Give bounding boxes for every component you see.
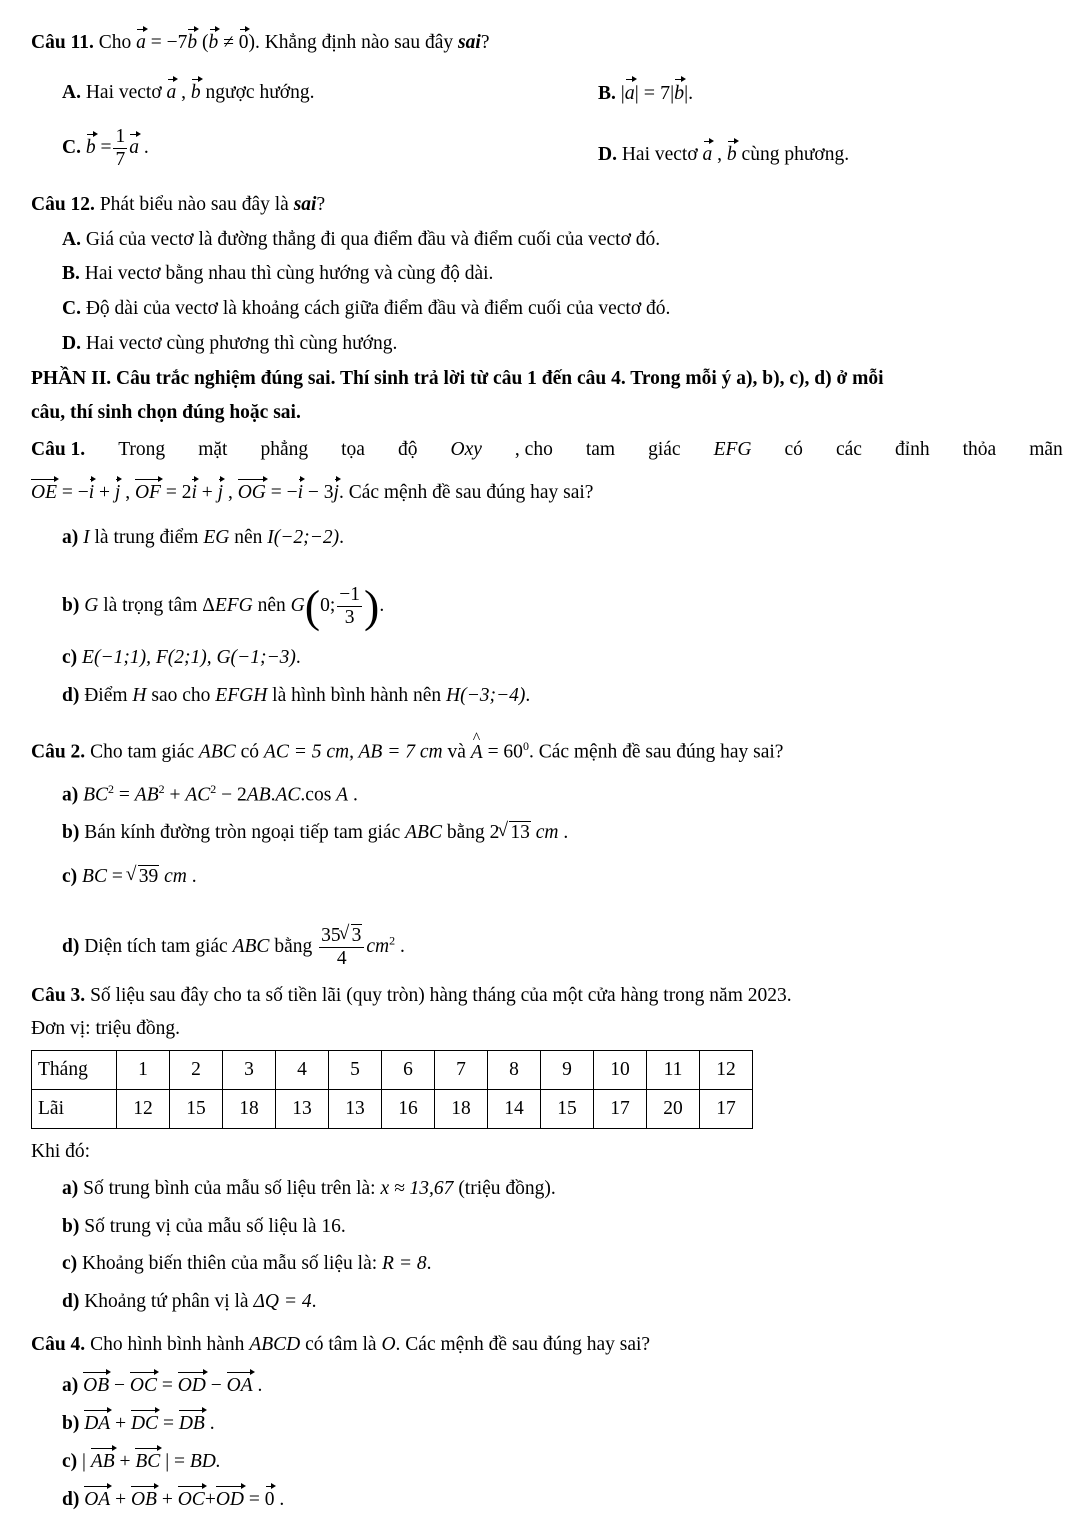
p4-item-a: a) OB − OC = OD − OA . <box>62 1369 262 1399</box>
table-cell: 14 <box>488 1090 541 1129</box>
table-cell: 3 <box>223 1051 276 1090</box>
table-cell: 9 <box>541 1051 594 1090</box>
table-cell: 18 <box>223 1090 276 1129</box>
p3-khi-do: Khi đó: <box>31 1141 91 1162</box>
p3-item-a: a) Số trung bình của mẫu số liệu trên là: x ≈ 13,67 (triệu đồng). <box>62 1178 556 1199</box>
table-cell: 16 <box>382 1090 435 1129</box>
table-cell: 15 <box>541 1090 594 1129</box>
table-header-cell: Lãi <box>32 1090 117 1129</box>
part2-heading-line2: câu, thí sinh chọn đúng hoặc sai. <box>31 402 301 423</box>
p1-stem-line2: OE = −i + j , OF = 2i + j , OG = −i − 3j. Các mệnh đề sau đúng hay sai? <box>31 476 593 506</box>
table-cell: 1 <box>117 1051 170 1090</box>
p4-stem: Câu 4. Cho hình bình hành ABCD có tâm là O. Các mệnh đề sau đúng hay sai? <box>31 1334 651 1355</box>
table-cell: 13 <box>329 1090 382 1129</box>
table-cell: 8 <box>488 1051 541 1090</box>
p3-item-c: c) Khoảng biến thiên của mẫu số liệu là: R = 8. <box>62 1253 432 1274</box>
table-cell: 10 <box>594 1051 647 1090</box>
p3-item-b: b) Số trung vị của mẫu số liệu là 16. <box>62 1216 346 1237</box>
q12-stem: Câu 12. Phát biểu nào sau đây là sai? <box>31 194 326 215</box>
profit-table <box>31 1050 753 1129</box>
p1-stem-line1: Câu 1. Trong mặt phẳng tọa độ Oxy , cho tam giác EFG có các đỉnh thỏa mãn <box>31 439 1063 460</box>
q12-option-a: A. Giá của vectơ là đường thẳng đi qua điểm đầu và điểm cuối của vectơ đó. <box>62 229 661 250</box>
q11-stem: Câu 11. Cho a = −7b (b ≠ 0). Khẳng định nào sau đây sai? <box>31 26 489 56</box>
q11-option-a: A. Hai vectơ a , b ngược hướng. <box>62 76 314 106</box>
p3-stem: Câu 3. Số liệu sau đây cho ta số tiền lãi (quy tròn) hàng tháng của một cửa hàng trong năm 2023. <box>31 985 792 1006</box>
p4-item-d: d) OA + OB + OC+OD = 0 . <box>62 1483 284 1513</box>
table-cell: 6 <box>382 1051 435 1090</box>
table-row <box>32 1090 753 1129</box>
p2-item-d: d) Diện tích tam giác ABC bằng $\frac{35√ 3}{4}$ $cm^2$ . <box>62 925 405 970</box>
table-cell: 13 <box>276 1090 329 1129</box>
q12-option-b: B. Hai vectơ bằng nhau thì cùng hướng và cùng độ dài. <box>62 263 494 284</box>
table-cell: 2 <box>170 1051 223 1090</box>
table-cell: 7 <box>435 1051 488 1090</box>
p4-item-c: c) | AB + BC | = BD. <box>62 1445 221 1475</box>
p3-item-d: d) Khoảng tứ phân vị là ΔQ = 4. <box>62 1291 317 1312</box>
table-cell: 4 <box>276 1051 329 1090</box>
table-cell: 18 <box>435 1090 488 1129</box>
p1-item-a: a) I là trung điểm EG nên I(−2;−2). <box>62 527 344 548</box>
p2-item-c: c) BC = √ 39 cm . <box>62 864 197 890</box>
table-cell: 5 <box>329 1051 382 1090</box>
table-cell: 20 <box>647 1090 700 1129</box>
table-cell: 12 <box>700 1051 753 1090</box>
p2-item-b: b) Bán kính đường tròn ngoại tiếp tam giác ABC bằng 2√ 13 cm . <box>62 820 568 846</box>
table-header-cell: Tháng <box>32 1051 117 1090</box>
q11-option-b: B. |a| = 7|b|. <box>598 76 693 107</box>
q12-option-c: C. Độ dài của vectơ là khoảng cách giữa điểm đầu và điểm cuối của vectơ đó. <box>62 298 671 319</box>
q11-stem-math: a = −7b (b ≠ 0) <box>136 32 255 53</box>
table-cell: 17 <box>700 1090 753 1129</box>
table-cell: 12 <box>117 1090 170 1129</box>
table-cell: 17 <box>594 1090 647 1129</box>
q12-option-d: D. Hai vectơ cùng phương thì cùng hướng. <box>62 333 398 354</box>
table-cell: 15 <box>170 1090 223 1129</box>
part2-heading-line1: PHẦN II. Câu trắc nghiệm đúng sai. Thí sinh trả lời từ câu 1 đến câu 4. Trong mỗi ý a), b), c), d) ở mỗi <box>31 368 884 389</box>
q11-option-c: C. b = $\frac{1}{7}$ a . <box>62 126 149 170</box>
p4-item-b: b) DA + DC = DB . <box>62 1407 215 1437</box>
p3-unit: Đơn vị: triệu đồng. <box>31 1018 180 1039</box>
q11-option-d: D. Hai vectơ a , b cùng phương. <box>598 138 849 168</box>
p1-item-c: c) E(−1;1), F(2;1), G(−1;−3). <box>62 647 301 668</box>
table-cell: 11 <box>647 1051 700 1090</box>
p2-stem: Câu 2. Cho tam giác ABC có AC = 5 cm, AB = 7 cm và ^ $A = 60^0$. Các mệnh đề sau đúng hay sai? <box>31 733 783 766</box>
p1-item-b: b) G là trọng tâm ΔEFG nên G(0; $\frac{-1}{3}$ ). <box>62 580 385 632</box>
p2-item-a: a) $BC^2 = AB^2 + AC^2 - 2AB.AC.\cos$ A . <box>62 782 358 806</box>
p1-item-d: d) Điểm H sao cho EFGH là hình bình hành nên H(−3;−4). <box>62 685 531 706</box>
table-row <box>32 1051 753 1090</box>
